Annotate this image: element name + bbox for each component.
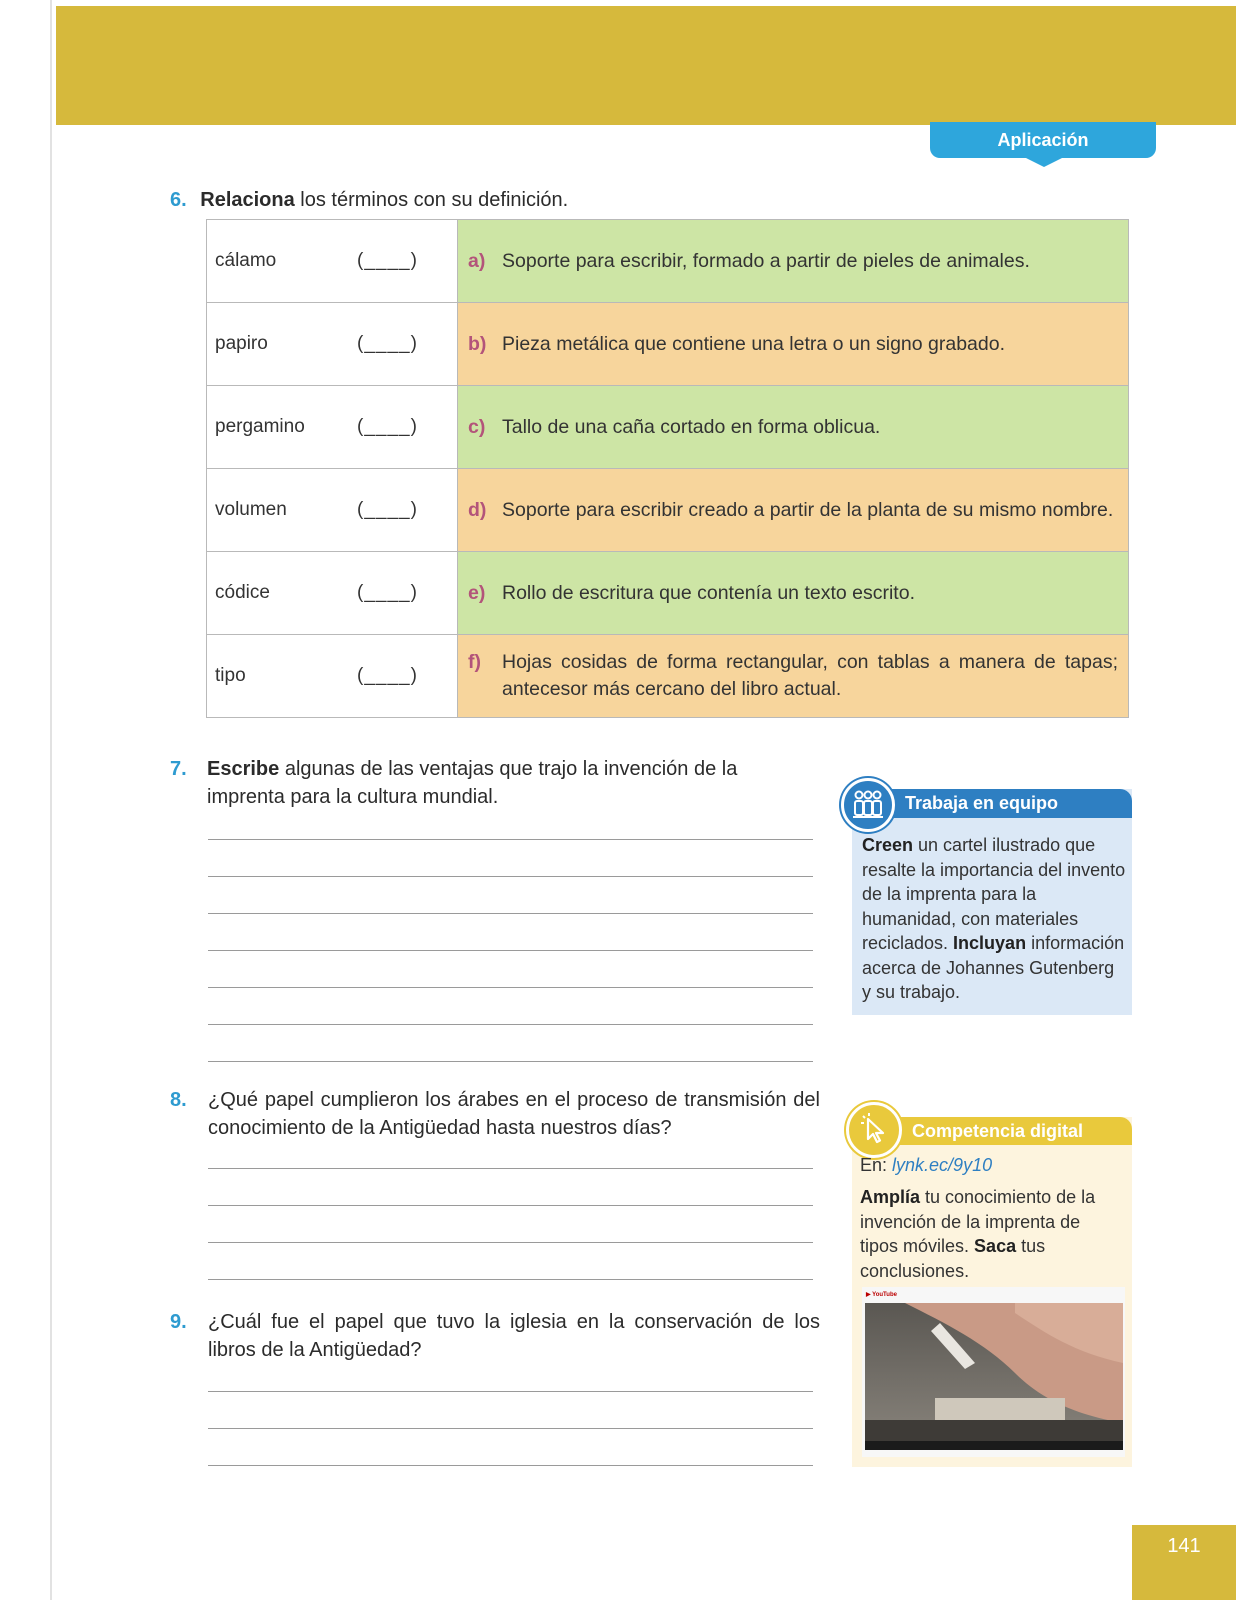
term-cell [207,635,458,718]
matching-row [207,386,1129,469]
matching-row [207,220,1129,303]
definition-letter: f) [468,651,481,673]
definition-cell [458,635,1129,718]
definition-text: Tallo de una caña cortado en forma oblicua. [502,415,881,438]
matching-row [207,552,1129,635]
team-people-icon [841,778,895,832]
answer-lines-q9[interactable] [208,1355,813,1466]
team-work-header: Trabaja en equipo [852,789,1132,818]
matching-row [207,303,1129,386]
digital-competence-header: Competencia digital [852,1117,1132,1145]
term-word: volumen [215,499,287,520]
answer-blank[interactable]: (____) [357,582,418,603]
page-number: 141 [1132,1525,1236,1600]
term-cell [207,220,458,303]
answer-blank[interactable]: (____) [357,416,418,437]
term-word: códice [215,582,270,603]
matching-row [207,469,1129,552]
term-cell [207,552,458,635]
definition-letter: d) [468,498,487,521]
matching-row [207,635,1129,718]
definition-cell [458,469,1129,552]
question-8-number: 8. [170,1089,187,1111]
question-6-text: los términos con su definición. [294,189,569,211]
term-cell [207,386,458,469]
top-color-band [56,6,1236,125]
matching-table [206,219,1129,718]
question-6-prompt [170,186,568,214]
video-thumbnail-image[interactable] [865,1303,1123,1450]
question-6-number: 6. [170,189,187,211]
definition-letter: c) [468,415,486,438]
answer-blank[interactable]: (____) [357,250,418,271]
definition-letter: a) [468,249,486,272]
term-cell [207,303,458,386]
digital-competence-text: Amplía tu conocimiento de la invención de la imprenta de tipos móviles. Saca tus conclusiones. [860,1187,1096,1281]
question-8-text: ¿Qué papel cumplieron los árabes en el proceso de transmisión del conocimiento de la Antigüedad hasta nuestros días? [208,1089,820,1139]
term-cell [207,469,458,552]
section-tab: Aplicación [930,122,1156,158]
definition-text: Hojas cosidas de forma rectangular, con tablas a manera de tapas; antecesor más cercano del libro actual. [502,651,1118,700]
question-9-text: ¿Cuál fue el papel que tuvo la iglesia en la conservación de los libros de la Antigüedad? [208,1311,820,1361]
question-9-number: 9. [170,1311,187,1333]
question-6-verb: Relaciona [200,189,295,211]
definition-cell [458,386,1129,469]
digital-link[interactable]: En: lynk.ec/9y10 [860,1155,993,1175]
answer-lines-q7[interactable] [208,803,813,1062]
question-7-verb: Escribe [207,758,280,780]
definition-cell [458,303,1129,386]
definition-text: Rollo de escritura que contenía un texto escrito. [502,581,915,604]
term-word: pergamino [215,416,305,437]
team-work-text: Creen un cartel ilustrado que resalte la importancia del invento de la imprenta para la humanidad, con materiales reciclados. Incluyan información acerca de Johannes Gutenberg y su trabajo. [862,835,1126,1002]
answer-lines-q8[interactable] [208,1132,813,1280]
definition-cell [458,220,1129,303]
question-7-number: 7. [170,758,187,780]
definition-text: Pieza metálica que contiene una letra o un signo grabado. [502,332,1006,355]
answer-blank[interactable]: (____) [357,665,418,686]
cursor-click-icon [846,1102,902,1158]
definition-cell [458,552,1129,635]
definition-text: Soporte para escribir, formado a partir de pieles de animales. [502,249,1030,272]
definition-text: Soporte para escribir creado a partir de la planta de su mismo nombre. [502,498,1114,521]
answer-blank[interactable]: (____) [357,499,418,520]
term-word: cálamo [215,250,277,271]
definition-letter: b) [468,332,487,355]
definition-letter: e) [468,581,486,604]
digital-link-url[interactable]: lynk.ec/9y10 [892,1155,993,1175]
answer-blank[interactable]: (____) [357,333,418,354]
page-edge [50,0,52,1600]
youtube-logo-icon: ▶ YouTube [866,1292,897,1298]
term-word: tipo [215,665,246,686]
question-7-text: algunas de las ventajas que trajo la invención de la imprenta para la cultura mundial. [207,758,738,808]
term-word: papiro [215,333,268,354]
